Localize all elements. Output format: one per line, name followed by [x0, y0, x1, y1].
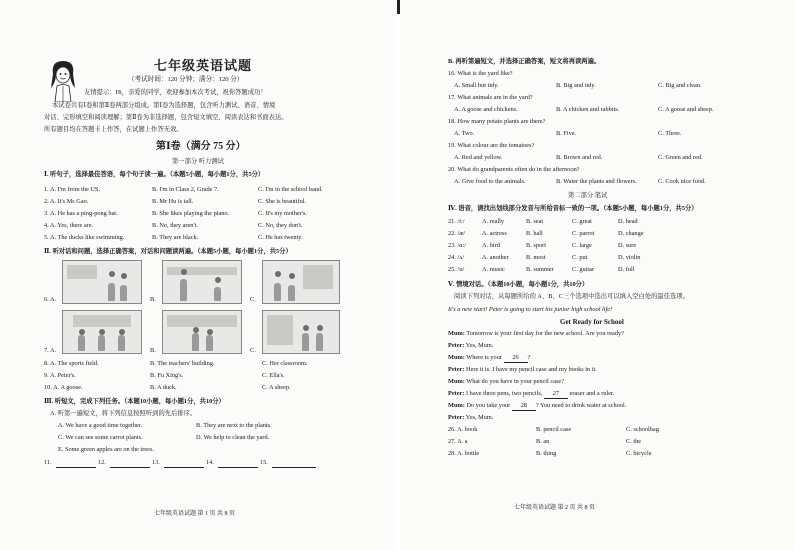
dialogue-line: Here it is. I have my pencil case and my books in it.: [466, 366, 597, 373]
speaker-mum: Mum:: [448, 402, 465, 409]
dialogue-line: What do you have in your pencil case?: [466, 378, 565, 385]
q24-option-c: C. put: [572, 254, 588, 261]
q16-option-b: B. Big and tidy.: [556, 82, 596, 89]
picture-label-6c: C.: [250, 296, 256, 303]
intro-line-1: 本试卷共有Ⅰ卷和第Ⅱ卷两部分组成。第Ⅰ卷为选择题，包含听力测试、语音、情境: [52, 102, 276, 109]
q5-option-a: 5. A. The ducks like swimming.: [44, 234, 125, 241]
q26-option-b: B. pencil case: [536, 426, 572, 433]
speaker-peter: Peter:: [448, 366, 465, 373]
page-footer: 七年级英语试题 第 2 页 共 8 页: [514, 505, 596, 511]
q28-option-c: C. bicycle: [626, 450, 652, 457]
q8-option-b: B. The teachers' building.: [150, 360, 215, 367]
q22-option-b: B. hall: [526, 230, 543, 237]
q23-option-d: D. sure: [618, 242, 637, 249]
q24-phoneme: 24. /ʌ/: [448, 254, 465, 261]
q16-option-a: A. Small but tidy.: [454, 82, 499, 89]
story-title: Get Ready for School: [560, 318, 624, 326]
exam-title: 七年级英语试题: [154, 58, 253, 73]
q21-option-c: C. great: [572, 218, 592, 225]
speaker-mum: Mum:: [448, 354, 465, 361]
section-5-header: Ⅴ. 情境对话。（本题10小题，每小题1分，共10分）: [448, 281, 589, 288]
q28-option-b: B. thing: [536, 450, 557, 457]
speaker-peter: Peter:: [448, 342, 465, 349]
blank-label-11: 11.: [44, 459, 52, 466]
picture-7a: [62, 310, 142, 354]
q4-option-a: 4. A. Yes, there are.: [44, 222, 94, 229]
answer-blank-26[interactable]: 26: [504, 354, 528, 363]
greeting-text: 友情提示：Hi，亲爱的同学，欢迎参加本次考试，祝你答题成功！: [84, 89, 267, 96]
q9-option-a: 9. A. Peter's.: [44, 372, 76, 379]
q20-question: 20. What do grandparents often do in the afternoon?: [448, 166, 580, 173]
q25-phoneme: 25. /ɒ/: [448, 266, 465, 273]
q23-phoneme: 23. /ɑ:/: [448, 242, 466, 249]
q9-option-b: B. Fu Xing's.: [150, 372, 184, 379]
q10-option-a: 10. A. A goose.: [44, 384, 83, 391]
q21-option-a: A. really: [482, 218, 505, 225]
q18-option-c: C. Three.: [658, 130, 682, 137]
dialogue-line: Tomorrow is your first day for the new school. Are you ready?: [466, 330, 624, 337]
volume-title: 第Ⅰ卷（满分 75 分）: [156, 141, 246, 152]
q21-option-d: D. head: [618, 218, 638, 225]
q5-option-c: C. He has twenty.: [258, 234, 303, 241]
picture-6b: [162, 260, 242, 304]
answer-blank-13[interactable]: [164, 459, 204, 468]
story-intro: It's a new start! Peter is going to start his junior high school life!: [448, 306, 613, 313]
picture-7b: [162, 310, 242, 354]
girl-cartoon-icon: [46, 58, 80, 102]
q10-option-b: B. A duck.: [150, 384, 177, 391]
q17-option-c: C. A goose and sheep.: [658, 106, 714, 113]
q19-option-a: A. Red and yellow.: [454, 154, 503, 161]
q28-option-a: 28. A. bottle: [448, 450, 480, 457]
section-1-header: Ⅰ. 听句子，选择最佳答语，每个句子读一遍。（本题5小题，每小题1分，共5分）: [44, 171, 265, 178]
q9-option-c: C. Ella's.: [262, 372, 285, 379]
q25-option-b: B. summer: [526, 266, 554, 273]
answer-blank-14[interactable]: [218, 459, 258, 468]
q1-option-c: C. I'm in the school band.: [258, 186, 323, 193]
q10-option-c: C. A sheep.: [262, 384, 291, 391]
blank-label-14: 14.: [206, 459, 214, 466]
q20-option-c: C. Cook nice food.: [658, 178, 706, 185]
q23-option-a: A. bird: [482, 242, 500, 249]
q22-option-d: D. change: [618, 230, 644, 237]
blank-label-12: 12.: [98, 459, 106, 466]
section-3b-subheader: B. 再听第遍短文，并选择正确答案，短文将再读两遍。: [448, 58, 601, 65]
q17-question: 17. What animals are in the yard?: [448, 94, 533, 101]
page-footer: 七年级英语试题 第 1 页 共 8 页: [154, 511, 236, 517]
q20-option-b: B. Water the plants and flowers.: [556, 178, 637, 185]
q21-phoneme: 21. /i:/: [448, 218, 465, 225]
q27-option-b: B. an: [536, 438, 550, 445]
dialogue-line-end: ?: [527, 354, 531, 361]
q23-option-c: C. large: [572, 242, 592, 249]
exam-page-1: [0, 0, 396, 550]
picture-label-7c: C.: [250, 347, 256, 354]
dialogue-line: Do you take your: [466, 402, 511, 409]
q26-option-a: 26. A. book: [448, 426, 478, 433]
part-2-title: 第二部分 笔试: [568, 192, 608, 199]
q2-option-c: C. She is beautiful.: [258, 198, 307, 205]
dialogue-line: I have three pens, two pencils,: [466, 390, 543, 397]
q27-option-a: 27. A. a: [448, 438, 468, 445]
q25-option-a: A. music: [482, 266, 505, 273]
q17-option-b: B. A chicken and rabbits.: [556, 106, 620, 113]
q16-option-c: C. Big and clean.: [658, 82, 702, 89]
section-5-instruction: 阅读下列对话，从每题所给的 A、B、C三个选项中选出可以填入空白处的最佳选项。: [454, 293, 689, 300]
q19-option-c: C. Green and red.: [658, 154, 703, 161]
q2-option-a: 2. A. It's Ms Gao.: [44, 198, 89, 205]
dialogue-line: Yes, Mum.: [465, 342, 494, 349]
order-option-b: B. They are next to the plants.: [196, 422, 272, 429]
q18-option-b: B. Five.: [556, 130, 577, 137]
q8-option-a: 8. A. The sports field.: [44, 360, 99, 367]
speaker-peter: Peter:: [448, 390, 465, 397]
q24-option-a: A. another: [482, 254, 509, 261]
section-3-header: Ⅲ. 听短文，完成下列任务。（本题10小题，每小题1分，共10分）: [44, 398, 225, 405]
q21-option-b: B. seat: [526, 218, 544, 225]
q22-option-a: A. actress: [482, 230, 507, 237]
q3-option-c: C. It's my mother's.: [258, 210, 307, 217]
order-option-a: A. We have a good time together.: [58, 422, 143, 429]
picture-6a: [62, 260, 142, 304]
speaker-mum: Mum:: [448, 378, 465, 385]
picture-7c: [262, 310, 340, 354]
exam-page-2: [400, 0, 794, 550]
q18-option-a: A. Two.: [454, 130, 475, 137]
answer-blank-28[interactable]: 28: [512, 402, 536, 411]
answer-blank-11[interactable]: [56, 459, 96, 468]
q19-question: 19. What colour are the tomatoes?: [448, 142, 535, 149]
order-option-e: E. Some green apples are on the trees.: [58, 446, 154, 453]
q4-option-c: C. No, they don't.: [258, 222, 303, 229]
dialogue-line: Where is your: [466, 354, 502, 361]
order-option-d: D. We help to clean the yard.: [196, 434, 270, 441]
intro-line-3: 所有题目均在答题卡上作答，在试题上作答无效。: [44, 126, 183, 133]
picture-label-6b: B.: [150, 296, 156, 303]
section-4-header: Ⅳ. 语音，请找出划线部分发音与所给音标一致的一项。（本题5小题，每小题1分，共5分）: [448, 205, 698, 212]
section-3-subheader: A. 听第一遍短文，将下列信息按照听到的先后排序。: [50, 410, 197, 417]
q2-option-b: B. Mr Hu is tall.: [152, 198, 194, 205]
part-title: 第一部分 听力测试: [172, 158, 224, 165]
answer-blank-12[interactable]: [110, 459, 150, 468]
q16-question: 16. What is the yard like?: [448, 70, 513, 77]
order-option-c: C. We can see some carrot plants.: [58, 434, 143, 441]
picture-label-7a: 7. A.: [44, 347, 57, 354]
picture-label-7b: B.: [150, 347, 156, 354]
picture-label-6a: 6. A.: [44, 296, 57, 303]
section-2-header: Ⅱ. 听对话和问题，选择正确答案，对话和问题读两遍。（本题5小题，每小题1分，共5分）: [44, 248, 292, 255]
answer-blank-27[interactable]: 27: [544, 390, 568, 399]
q17-option-a: A. A goose and chickens.: [454, 106, 518, 113]
q24-option-b: B. most: [526, 254, 546, 261]
q20-option-a: A. Give food to the animals.: [454, 178, 526, 185]
q4-option-b: B. No, they aren't.: [152, 222, 198, 229]
q18-question: 18. How many potato plants are there?: [448, 118, 546, 125]
intro-line-2: 对话、完形填空和阅读理解；第Ⅱ卷为非选择题，包含短文填空、阅读表达和书面表达。: [44, 114, 288, 121]
picture-6c: [262, 260, 340, 304]
q3-option-b: B. She likes playing the piano.: [152, 210, 230, 217]
q3-option-a: 3. A. He has a ping-pong bat.: [44, 210, 118, 217]
blank-label-13: 13.: [152, 459, 160, 466]
q22-phoneme: 22. /æ/: [448, 230, 466, 237]
q26-option-c: C. schoolbag: [626, 426, 659, 433]
q24-option-d: D. violin: [618, 254, 641, 261]
q1-option-b: B. I'm in Class 2, Grade 7.: [152, 186, 219, 193]
q25-option-d: D. full: [618, 266, 635, 273]
q23-option-b: B. sport: [526, 242, 546, 249]
blank-label-15: 15.: [260, 459, 268, 466]
q25-option-c: C. guitar: [572, 266, 595, 273]
dialogue-line-end: ? You need to drink water at school.: [535, 402, 627, 409]
answer-blank-15[interactable]: [272, 459, 316, 468]
q8-option-c: C. Her classroom.: [262, 360, 308, 367]
exam-info: （考试时间：120 分钟；满分：120 分）: [128, 76, 244, 83]
dialogue-line-end: eraser and a ruler.: [569, 390, 615, 397]
speaker-peter: Peter:: [448, 414, 465, 421]
speaker-mum: Mum:: [448, 330, 465, 337]
dialogue-line: Yes, Mum.: [465, 414, 494, 421]
q1-option-a: 1. A. I'm from the US.: [44, 186, 101, 193]
q22-option-c: C. parrot: [572, 230, 595, 237]
q5-option-b: B. They are black.: [152, 234, 199, 241]
q27-option-c: C. the: [626, 438, 642, 445]
q19-option-b: B. Brown and red.: [556, 154, 603, 161]
